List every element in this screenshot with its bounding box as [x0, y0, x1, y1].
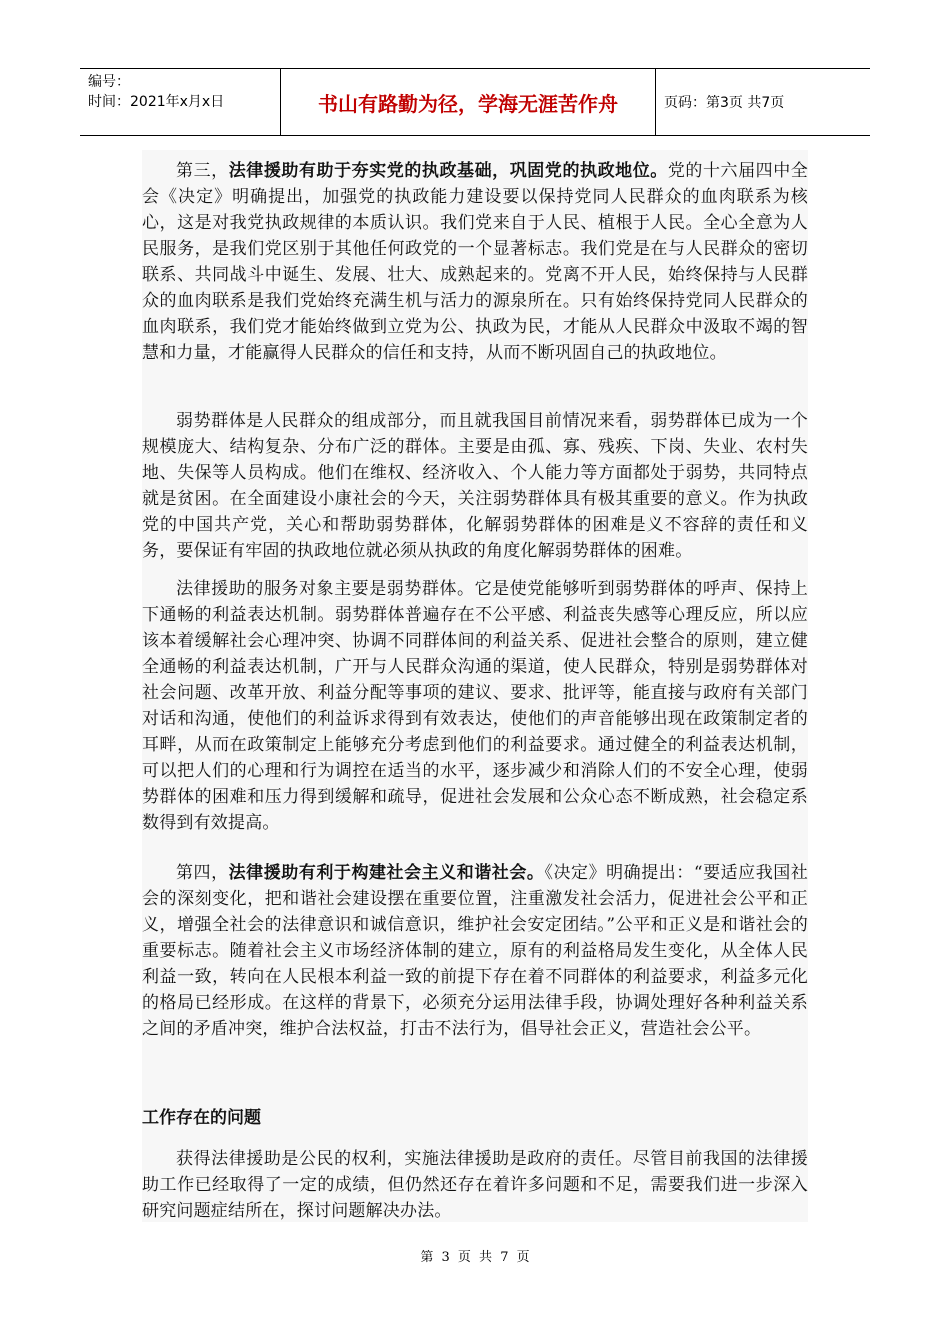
paragraph-bold-thesis: 法律援助有助于夯实党的执政基础，巩固党的执政地位。	[228, 161, 668, 181]
paragraph-lead: 第三，	[176, 161, 229, 181]
paragraph-fourth-point	[142, 860, 808, 1042]
header-page-info: 页码：第3页 共7页	[664, 95, 785, 111]
document-number-label: 编号：	[88, 74, 130, 90]
section-heading: 工作存在的问题	[142, 1108, 261, 1128]
paragraph-vulnerable-groups: 弱势群体是人民群众的组成部分，而且就我国目前情况来看，弱势群体已成为一个规模庞大、结构复杂、分布广泛的群体。主要是由孤、寡、残疾、下岗、失业、农村失地、失保等人员构成。他们在维权、经济收入、个人能力等方面都处于弱势，共同特点就是贫困。在全面建设小康社会的今天，关注弱势群体具有极其重要的意义。作为执政党的中国共产党，关心和帮助弱势群体，化解弱势群体的困难是义不容辞的责任和义务，要保证有牢固的执政地位就必须从执政的角度化解弱势群体的困难。	[142, 411, 808, 561]
paragraph-bold-thesis: 法律援助有利于构建社会主义和谐社会。	[228, 863, 545, 883]
document-date: 时间：2021年x月x日	[88, 94, 225, 110]
paragraph-problems-intro: 获得法律援助是公民的权利，实施法律援助是政府的责任。尽管目前我国的法律援助工作已经取得了一定的成绩，但仍然还存在着许多问题和不足，需要我们进一步深入研究问题症结所在，探讨问题解决办法。	[142, 1149, 808, 1221]
paragraph-third-point	[142, 158, 808, 366]
paragraph-text: 《决定》明确提出：“要适应我国社会的深刻变化，把和谐社会建设摆在重要位置，注重激发社会活力，促进社会公平和正义，增强全社会的法律意识和诚信意识，维护社会安定团结。”公平和正义是和谐社会的重要标志。随着社会主义市场经济体制的建立，原有的利益格局发生变化，从全体人民利益一致，转向在人民根本利益一致的前提下存在着不同群体的利益要求，利益多元化的格局已经形成。在这样的背景下，必须充分运用法律手段，协调处理好各种利益关系之间的矛盾冲突，维护合法权益，打击不法行为，倡导社会正义，营造社会公平。	[142, 863, 808, 1039]
header-motto: 书山有路勤为径，学海无涯苦作舟	[280, 69, 656, 135]
page-header	[80, 68, 870, 136]
paragraph-text: 党的十六届四中全会《决定》明确提出，加强党的执政能力建设要以保持党同人民群众的血肉联系为核心，这是对我党执政规律的本质认识。我们党来自于人民、植根于人民。全心全意为人民服务，是我们党区别于其他任何政党的一个显著标志。我们党是在与人民群众的密切联系、共同战斗中诞生、发展、壮大、成熟起来的。党离不开人民，始终保持与人民群众的血肉联系是我们党始终充满生机与活力的源泉所在。只有始终保持党同人民群众的血肉联系，我们党才能始终做到立党为公、执政为民，才能从人民群众中汲取不竭的智慧和力量，才能赢得人民群众的信任和支持，从而不断巩固自己的执政地位。	[142, 161, 808, 363]
paragraph-lead: 第四，	[176, 863, 229, 883]
paragraph-service-targets: 法律援助的服务对象主要是弱势群体。它是使党能够听到弱势群体的呼声、保持上下通畅的利益表达机制。弱势群体普遍存在不公平感、利益丧失感等心理反应，所以应该本着缓解社会心理冲突、协调不同群体间的利益关系、促进社会整合的原则，建立健全通畅的利益表达机制，广开与人民群众沟通的渠道，使人民群众，特别是弱势群体对社会问题、改革开放、利益分配等事项的建议、要求、批评等，能直接与政府有关部门对话和沟通，使他们的利益诉求得到有效表达，使他们的声音能够出现在政策制定者的耳畔，从而在政策制定上能够充分考虑到他们的利益要求。通过健全的利益表达机制，可以把人们的心理和行为调控在适当的水平，逐步减少和消除人们的不安全心理，使弱势群体的困难和压力得到缓解和疏导，促进社会发展和公众心态不断成熟，社会稳定系数得到有效提高。	[142, 579, 808, 833]
document-body	[142, 150, 808, 1222]
header-meta	[80, 69, 280, 135]
page-footer: 第 3 页 共 7 页	[420, 1250, 530, 1265]
